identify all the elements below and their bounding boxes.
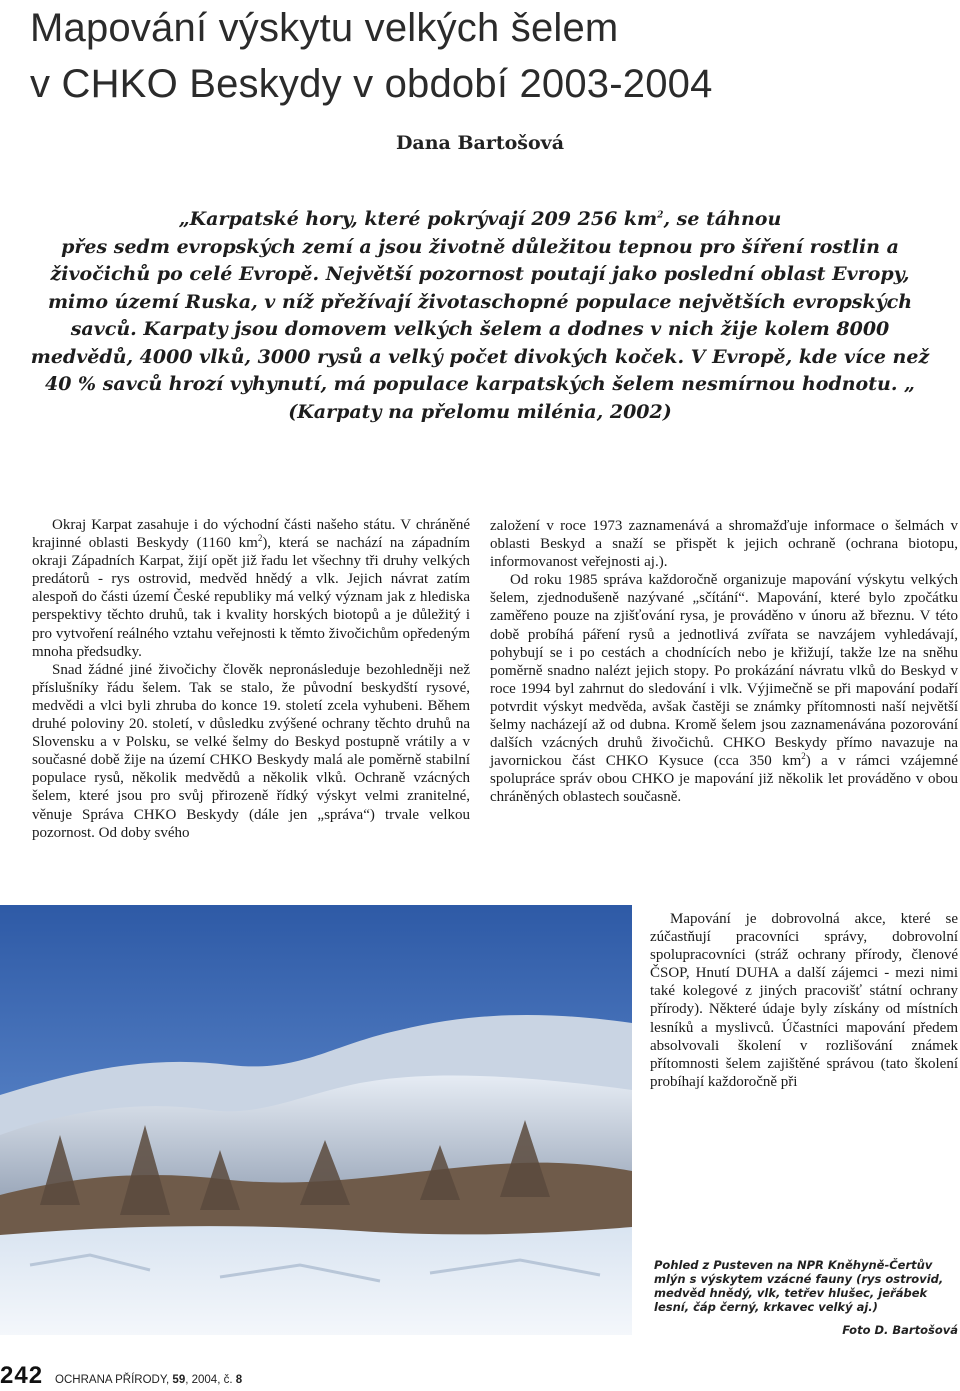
paragraph: Snad žádné jiné živočichy člověk nepronásleduje bezohledněji než příslušníky řádu šelem. Tak se stalo, že původní beskydští rysové, medvědi a vlci byli zhruba do konce 19. století zcela vyhubeni. Během druhé poloviny 20. století, v důsledku zvýšené ochrany těchto druhů na Slovensku a v Polsku, se velké šelmy do Beskyd postupně vrátily a v současné době žije na území CHKO Beskydy malá ale poměrně stabilní populace rysů, několik medvědů a několik vlků. Ochraně vzácných šelem, které jsou pro svůj přirozeně řídký výskyt velmi zranitelné, věnuje Správa CHKO Beskydy (dále jen „správa“) trvale velkou pozornost. Od doby svého (32, 661, 470, 841)
journal-year: , 2004, č. (185, 1374, 236, 1386)
paragraph-text: Od roku 1985 správa každoročně organizuje mapování výskytu velkých šelem, zjednodušeně nazývané „sčítání“. Mapování, které bylo zpočátku zaměřeno pouze na zjišťování rysa, je prováděno v únoru až březnu. V této době probíhá páření rysů a jednotlivá zvířata se navzájem vyhledávají, pohybují se i po cestách a chodnících nebo je křižují, takže lze na sněhu poměrně snadno nalézt jejich stopy. Po prokázání návratu vlků do Beskyd v roce 1994 byl zahrnut do sledování i vlk. Výjimečně se při mapování podaří potvrdit výskyt medvěda, avšak častěji se známky přítomnosti naší největší šelmy nacházejí až od dubna. Kromě šelem jsou zaznamenávána pozorování dalších vzácných druhů živočichů. CHKO Beskydy přímo navazuje na javornickou část CHKO Kysuce (cca 350 km (490, 572, 958, 770)
paragraph: založení v roce 1973 zaznamenává a shromažďuje informace o šelmách v oblasti Beskyd a snaží se přispět k jejich ochraně (ochrana biotopu, informovanost veřejnosti aj.). (490, 518, 958, 571)
journal-volume: 59 (172, 1374, 186, 1386)
page-footer (0, 1362, 243, 1389)
quote-text-rest: přes sedm evropských zemí a jsou životně důležitou tepnou pro šíření rostlin a živočichů po celé Evropě. Největší pozornost poutají jako poslední oblast Evropy, mimo území Ruska, v níž přežívají životaschopné populace největších evropských savců. Karpaty jsou domovem velkých šelem a dodnes v nich žije kolem 8000 medvědů, 4000 vlků, 3000 rysů a velký počet divokých koček. V Evropě, kde více než 40 % savců hrozí vyhynutí, má populace karpatských šelem nesmírnou hodnotu. „ (Karpaty na přelomu milénia, 2002) (30, 235, 930, 423)
journal-issue: 8 (235, 1374, 243, 1386)
paragraph-text: ), která se nachází na západním okraji Západních Karpat, žijí opět již řadu let všechny tři druhy velkých predátorů - rys ostrovid, medvěd hnědý a vlk. Jejich návrat zatím alespoň do části území České republiky má velký význam jak z hlediska perspektivy těchto druhů, tak i kvality horských biotopů a je důležitý i pro vytvoření reálného vztahu veřejnosti k těmto živočichům opředeným mnoha předsudky. (32, 535, 470, 660)
quote-text-start: „Karpatské hory, které pokrývají 209 256 km (178, 208, 658, 230)
left-text-column (32, 516, 470, 842)
landscape-photo (0, 905, 632, 1335)
article-title (30, 0, 940, 112)
journal-name: OCHRANA PŘÍRODY, (55, 1374, 173, 1386)
quote-text-cont: , se táhnou (663, 208, 782, 230)
author-name: Dana Bartošová (395, 132, 565, 154)
superscript: 2 (257, 533, 263, 544)
photo-caption: Pohled z Pusteven na NPR Kněhyně-Čertův mlýn s výskytem vzácné fauny (rys ostrovid, medvěd hnědý, vlk, tetřev hlušec, jeřábek lesní, čáp černý, krkavec velký aj.) (654, 1258, 944, 1314)
paragraph (32, 516, 470, 661)
page-number: 242 (0, 1362, 44, 1389)
photo-illustration (0, 905, 632, 1335)
title-line-2: v CHKO Beskydy v období 2003-2004 (30, 62, 713, 106)
superscript: 2 (801, 751, 806, 762)
paragraph (490, 571, 958, 806)
title-line-1: Mapování výskytu velkých šelem (30, 6, 619, 50)
journal-info (55, 1374, 242, 1386)
intro-quote (20, 206, 940, 426)
paragraph: Mapování je dobrovolná akce, které se zúčastňují pracovníci správy, dobrovolní spolupracovníci (stráž ochrany přírody, členové ČSOP, Hnutí DUHA a další zájemci - mezi nimi také kolegové z jiných pracovišť státní ochrany přírody). Některé údaje byly získány od místních lesníků a myslivců. Účastníci mapování předem absolvovali školení v rozlišování známek přítomnosti šelem zajištěné správou (tato školení probíhají každoročně při (650, 911, 958, 1090)
quote-superscript: 2 (657, 210, 664, 221)
paragraph-text: Okraj Karpat zasahuje i do východní části našeho státu. V chráněné krajinné oblasti Beskydy (1160 km (32, 517, 470, 552)
wrapped-text-column (650, 910, 958, 1091)
paragraph-text: ) a v rámci vzájemné spolupráce správ obou CHKO je mapování již několik let prováděno v obou chráněných oblastech současně. (490, 753, 959, 806)
right-text-column (490, 517, 958, 807)
photo-credit: Foto D. Bartošová (842, 1323, 958, 1337)
